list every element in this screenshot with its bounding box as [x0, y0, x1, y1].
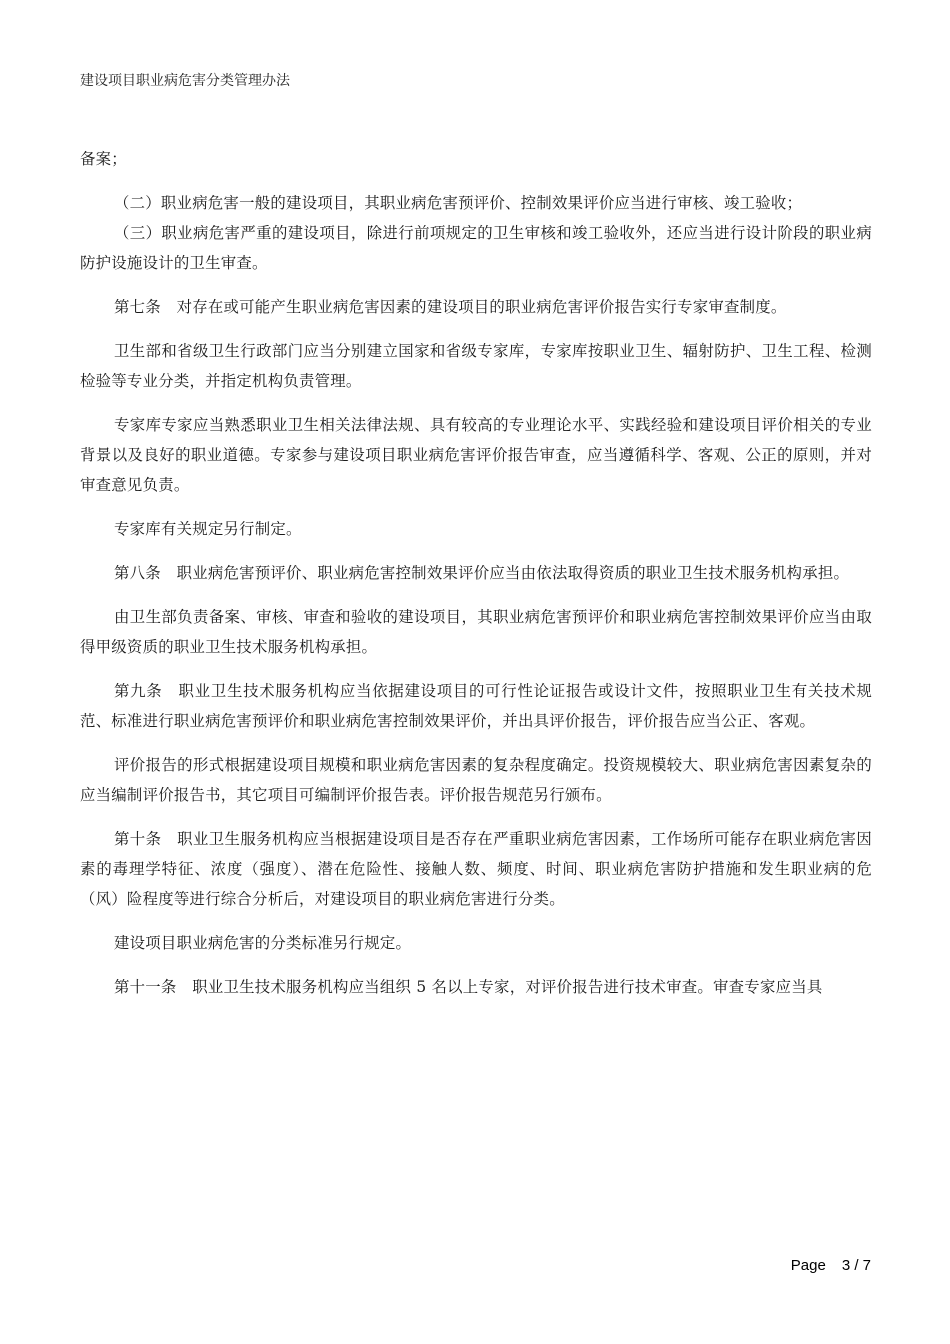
- paragraph: 第八条 职业病危害预评价、职业病危害控制效果评价应当由依法取得资质的职业卫生技术服务机构承担。: [114, 564, 850, 582]
- paragraph: （二）职业病危害一般的建设项目，其职业病危害预评价、控制效果评价应当进行审核、竣工验收；: [114, 194, 803, 212]
- paragraph: 第十一条 职业卫生技术服务机构应当组织 5 名以上专家，对评价报告进行技术审查。审查专家应当具: [114, 978, 823, 996]
- paragraph: （三）职业病危害严重的建设项目，除进行前项规定的卫生审核和竣工验收外，还应当进行设计阶段的职业病防护设施设计的卫生审查。: [80, 224, 872, 272]
- document-header: 建设项目职业病危害分类管理办法: [80, 73, 290, 89]
- page-number: 3 / 7: [841, 1257, 871, 1274]
- paragraph: 第九条 职业卫生技术服务机构应当依据建设项目的可行性论证报告或设计文件，按照职业卫生有关技术规范、标准进行职业病危害预评价和职业病危害控制效果评价，并出具评价报告，评价报告应当公正、客观。: [80, 682, 872, 730]
- paragraph: 第十条 职业卫生服务机构应当根据建设项目是否存在严重职业病危害因素，工作场所可能存在职业病危害因素的毒理学特征、浓度（强度）、潜在危险性、接触人数、频度、时间、职业病危害防护措施和发生职业病的危（风）险程度等进行综合分析后，对建设项目的职业病危害进行分类。: [80, 830, 872, 908]
- paragraph: 建设项目职业病危害的分类标准另行规定。: [114, 934, 412, 952]
- paragraph: 专家库专家应当熟悉职业卫生相关法律法规、具有较高的专业理论水平、实践经验和建设项目评价相关的专业背景以及良好的职业道德。专家参与建设项目职业病危害评价报告审查，应当遵循科学、客观、公正的原则，并对审查意见负责。: [80, 416, 872, 494]
- paragraph: 评价报告的形式根据建设项目规模和职业病危害因素的复杂程度确定。投资规模较大、职业病危害因素复杂的应当编制评价报告书，其它项目可编制评价报告表。评价报告规范另行颁布。: [80, 756, 872, 804]
- paragraph: 第七条 对存在或可能产生职业病危害因素的建设项目的职业病危害评价报告实行专家审查制度。: [114, 298, 787, 316]
- paragraph: 专家库有关规定另行制定。: [114, 520, 302, 538]
- document-body: [80, 144, 872, 1016]
- paragraph: 卫生部和省级卫生行政部门应当分别建立国家和省级专家库，专家库按职业卫生、辐射防护、卫生工程、检测检验等专业分类，并指定机构负责管理。: [80, 342, 872, 390]
- paragraph: 备案；: [80, 150, 127, 168]
- paragraph: 由卫生部负责备案、审核、审查和验收的建设项目，其职业病危害预评价和职业病危害控制效果评价应当由取得甲级资质的职业卫生技术服务机构承担。: [80, 608, 872, 656]
- page-footer: [791, 1257, 871, 1274]
- page-label: Page: [790, 1257, 826, 1274]
